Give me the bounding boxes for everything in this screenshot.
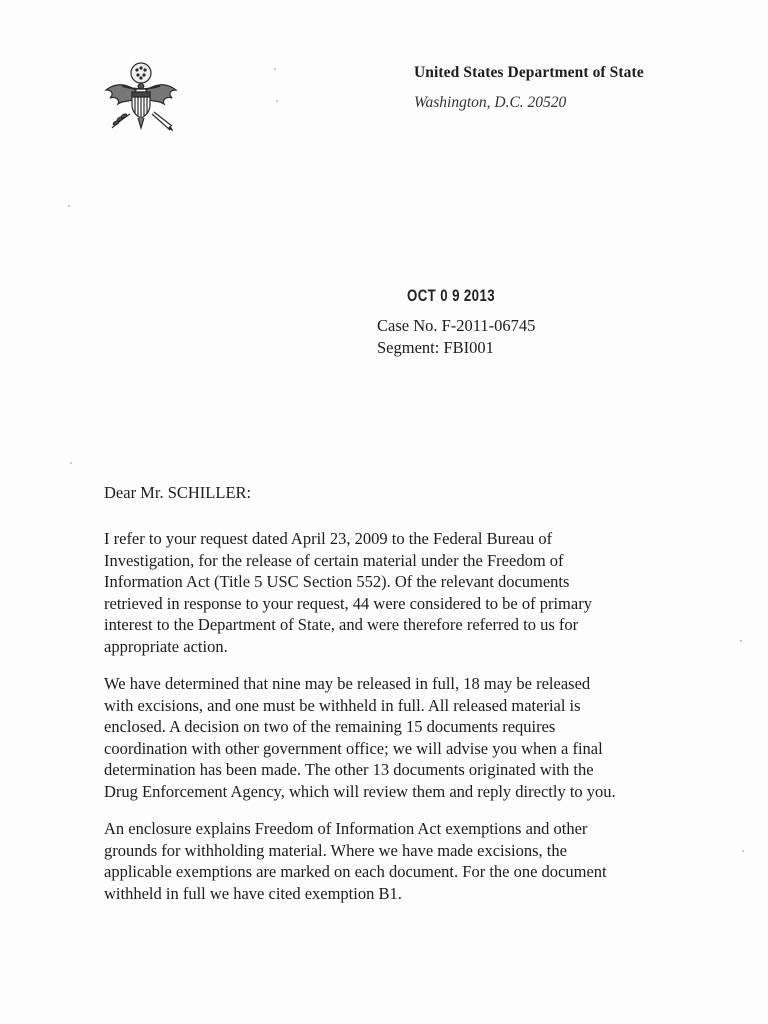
body-paragraph-3 [104,818,684,904]
case-number: Case No. F-2011-06745 [377,316,536,335]
paragraph-line: determination has been made. The other 13 documents originated with the [104,760,594,779]
case-info [377,315,535,359]
scan-speck [740,640,742,642]
body-paragraph-2 [104,673,684,802]
scan-speck [276,100,278,102]
segment-label: Segment: FBI001 [377,338,494,357]
letterhead [414,62,744,114]
paragraph-line: enclosed. A decision on two of the remaining 15 documents requires [104,717,556,736]
paragraph-line: interest to the Department of State, and were therefore referred to us for [104,615,579,634]
paragraph-line: Drug Enforcement Agency, which will review them and reply directly to you. [104,781,616,801]
paragraph-line: retrieved in response to your request, 44 were considered to be of primary [104,593,592,613]
body-paragraph-1 [104,528,684,657]
date-stamp: OCT 0 9 2013 [407,286,495,305]
paragraph-line: applicable exemptions are marked on each document. For the one document [104,862,607,881]
scan-speck [742,850,744,852]
paragraph-line: withheld in full we have cited exemption B1. [104,883,402,903]
paragraph-line: appropriate action. [104,636,228,656]
scan-speck [68,205,70,207]
department-address: Washington, D.C. 20520 [414,94,567,111]
salutation: Dear Mr. SCHILLER: [104,483,252,502]
scan-speck [70,462,72,464]
paragraph-line: We have determined that nine may be released in full, 18 may be released [104,674,591,693]
paragraph-line: An enclosure explains Freedom of Information Act exemptions and other [104,819,588,838]
great-seal-emblem [98,56,184,142]
paragraph-line: coordination with other government office; we will advise you when a final [104,738,603,758]
paragraph-line: I refer to your request dated April 23, 2009 to the Federal Bureau of [104,529,553,548]
paragraph-line: Information Act (Title 5 USC Section 552). Of the relevant documents [104,572,570,591]
paragraph-line: with excisions, and one must be withheld in full. All released material is [104,695,581,715]
paragraph-line: grounds for withholding material. Where we have made excisions, the [104,840,567,860]
department-name: United States Department of State [414,64,644,81]
scan-speck [274,68,276,70]
paragraph-line: Investigation, for the release of certain material under the Freedom of [104,550,564,570]
